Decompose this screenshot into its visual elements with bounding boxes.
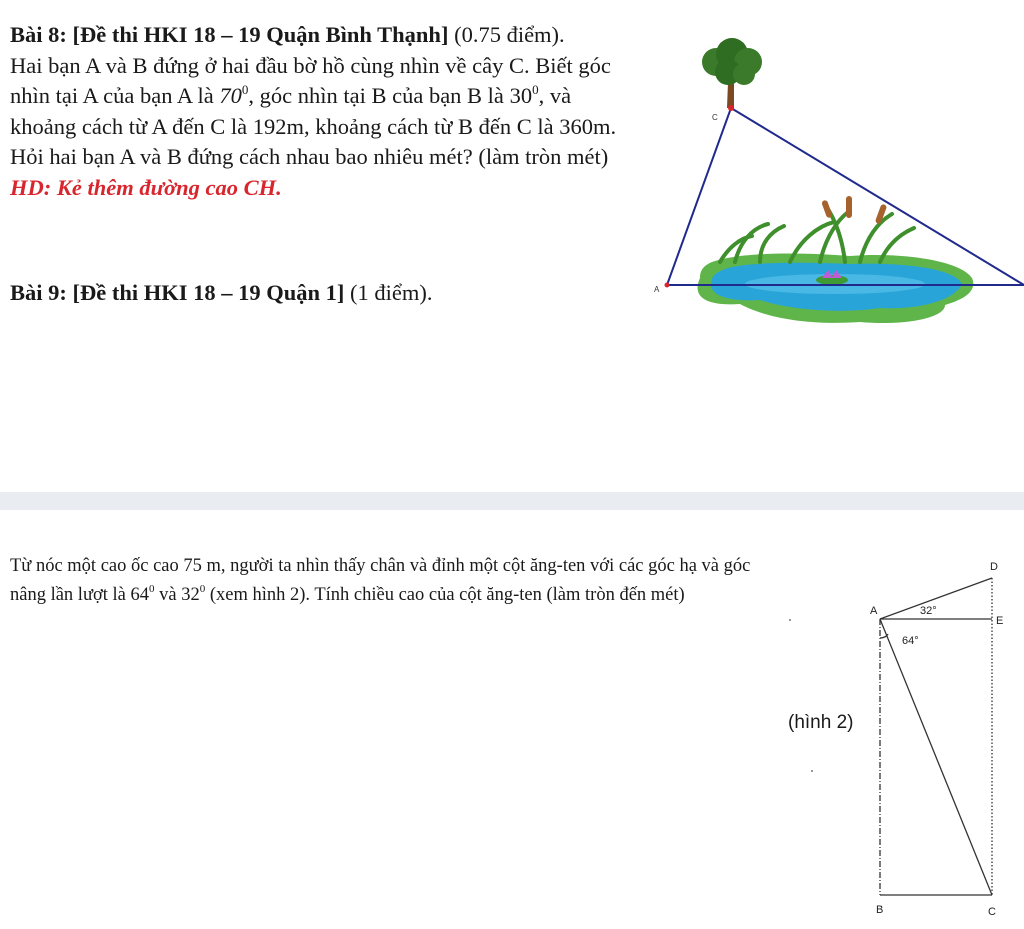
angle-b-value: 30: [509, 83, 533, 108]
antenna-figure: [0, 510, 1024, 929]
degree-mark: 0: [241, 82, 249, 97]
problem-8-hint: HD: Kẻ thêm đường cao CH.: [10, 174, 282, 200]
label-a: A: [654, 285, 660, 294]
problem-9-points: (1 điểm).: [344, 280, 433, 305]
problem-8-body-2: , góc nhìn tại B của bạn B là: [248, 83, 510, 108]
degree-mark: 0: [149, 583, 155, 595]
angle-label-64: 64°: [902, 635, 919, 647]
problem-8-points: (0.75 điểm).: [448, 22, 565, 47]
angle-a-value: 70: [219, 83, 242, 108]
problem-antenna-section: [0, 510, 1024, 929]
label-d: D: [990, 561, 998, 573]
antenna-problem-text: Từ nóc một cao ốc cao 75 m, người ta nhìn thấy chân và đỉnh một cột ăng-ten với các góc hạ và góc nâng lần lượt là $64^0$ và $32^0$ (xem hình 2). Tính chiều cao của cột ăng-ten (làm tròn đến mét): [10, 556, 751, 605]
degree-mark: 0: [199, 583, 206, 595]
problem-8-title: Bài 8: [Đề thi HKI 18 – 19 Quận Bình Thạnh]: [10, 22, 449, 47]
section-divider: [0, 492, 1024, 510]
figure-caption: (hình 2): [788, 712, 854, 733]
label-c: C: [712, 113, 718, 122]
line-ac: [880, 619, 992, 895]
depression-angle: 64: [130, 585, 150, 605]
label-c: C: [988, 906, 996, 918]
antenna-body-1: Từ nóc một cao ốc cao 75 m, người ta nhìn thấy chân và đỉnh một cột ăng-ten với các góc hạ và góc nâng lần lượt là: [10, 556, 751, 605]
label-a: A: [870, 605, 878, 617]
label-b: B: [876, 904, 884, 916]
problem-8-body-3: , và khoảng cách từ A đến C là 192m, khoảng cách từ B đến C là 360m. Hỏi hai bạn A và B đứng cách nhau bao nhiêu mét? (làm tròn mét): [10, 83, 617, 169]
elevation-angle: 32: [181, 585, 200, 605]
point-a: [665, 283, 670, 288]
reeds-icon: [720, 206, 914, 262]
problem-9-title: Bài 9: [Đề thi HKI 18 – 19 Quận 1]: [10, 280, 345, 305]
point-c: [728, 105, 734, 111]
label-e: E: [996, 615, 1004, 627]
degree-mark: 0: [532, 82, 539, 97]
problem-8-body-1: Hai bạn A và B đứng ở hai đầu bờ hồ cùng nhìn về cây C. Biết góc nhìn tại A của bạn A là: [10, 52, 611, 108]
antenna-body-2: (xem hình 2). Tính chiều cao của cột ăng-ten (làm tròn đến mét): [205, 585, 685, 605]
cattail-icon: [821, 196, 887, 224]
tree-icon: [702, 38, 762, 108]
angle-label-32: 32°: [920, 605, 937, 617]
